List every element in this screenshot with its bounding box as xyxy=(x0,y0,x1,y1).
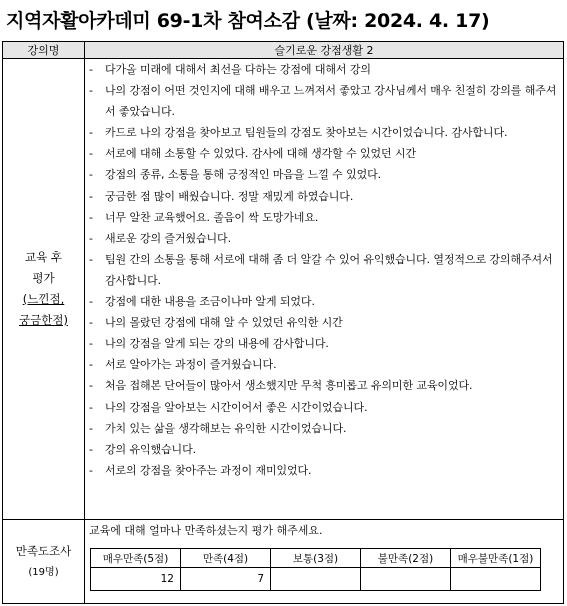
feedback-text: 나의 몰랐던 강점에 대해 알 수 있었던 유익한 시간 xyxy=(105,316,343,330)
feedback-text: 나의 강점을 알아보는 시간이어서 좋은 시간이었습니다. xyxy=(105,400,368,414)
feedback-text: 처음 접해본 단어들이 많아서 생소했지만 무척 흥미롭고 유의미한 교육이었다. xyxy=(105,379,473,393)
bullet-dash: - xyxy=(89,358,93,372)
feedback-text: 나의 강점을 알게 되는 강의 내용에 감사합니다. xyxy=(105,337,329,351)
bullet-dash: - xyxy=(89,295,93,309)
evaluation-label-line4: 궁금한점) xyxy=(19,313,68,327)
evaluation-label-line3: (느낀점, xyxy=(22,292,65,306)
feedback-item xyxy=(89,375,561,396)
feedback-text: 다가올 미래에 대해서 최선을 다하는 강점에 대해서 강의 xyxy=(105,63,371,76)
bullet-dash: - xyxy=(89,316,93,330)
bullet-dash: - xyxy=(89,400,93,414)
feedback-item xyxy=(89,122,561,143)
feedback-text: 새로운 강의 즐거웠습니다. xyxy=(105,231,231,245)
feedback-item xyxy=(89,143,561,164)
feedback-item xyxy=(89,460,561,481)
feedback-text: 서로에 대해 소통할 수 있었다. 감사에 대해 생각할 수 있었던 시간 xyxy=(105,147,417,161)
evaluation-label-line1: 교육 후 xyxy=(25,250,62,264)
bullet-dash: - xyxy=(89,63,93,76)
satisfaction-count: (19명) xyxy=(28,566,59,578)
evaluation-table xyxy=(2,41,564,604)
satisfaction-label: 만족도조사 xyxy=(15,543,72,558)
bullet-dash: - xyxy=(89,189,93,203)
feedback-item xyxy=(89,333,561,354)
feedback-list-cell xyxy=(85,59,564,520)
bullet-dash: - xyxy=(89,210,93,224)
bullet-dash: - xyxy=(89,84,93,98)
feedback-item xyxy=(89,228,561,249)
page-title: 지역자활아카데미 69-1차 참여소감 (날짜: 2024. 4. 17) xyxy=(6,10,490,32)
rating-header-row xyxy=(91,549,541,568)
feedback-item xyxy=(89,312,561,333)
satisfaction-question: 교육에 대해 얼마나 만족하셨는지 평가 해주세요. xyxy=(89,524,323,537)
feedback-item xyxy=(89,80,561,122)
rating-value xyxy=(361,568,451,591)
feedback-item xyxy=(89,164,561,185)
bullet-dash: - xyxy=(89,252,93,266)
feedback-text: 가치 있는 삶을 생각해보는 유익한 시간이었습니다. xyxy=(105,421,347,435)
feedback-text: 나의 강점이 어떤 것인지에 대해 배우고 느껴져서 좋았고 강사님께서 매우 친절히 강의를 해주셔서 좋았습니다. xyxy=(105,84,557,119)
feedback-text: 팀원 간의 소통을 통해 서로에 대해 좀 더 알갈 수 있어 유익했습니다. 열정적으로 강의해주셔서 감사합니다. xyxy=(105,252,553,287)
evaluation-label xyxy=(3,59,85,520)
rating-column-header: 매우불만족(1점) xyxy=(451,549,541,568)
satisfaction-cell xyxy=(85,520,564,604)
bullet-dash: - xyxy=(89,463,93,477)
evaluation-label-line2: 평가 xyxy=(32,271,55,285)
rating-column-header: 불만족(2점) xyxy=(361,549,451,568)
header-lecture-label: 강의명 xyxy=(3,42,85,59)
rating-value xyxy=(451,568,541,591)
bullet-dash: - xyxy=(89,379,93,393)
bullet-dash: - xyxy=(89,126,93,140)
rating-value: 12 xyxy=(91,568,181,591)
feedback-item xyxy=(89,418,561,439)
rating-column-header: 보통(3점) xyxy=(271,549,361,568)
feedback-text: 서로 알아가는 과정이 즐거웠습니다. xyxy=(105,358,277,372)
bullet-dash: - xyxy=(89,168,93,182)
rating-column-header: 만족(4점) xyxy=(181,549,271,568)
rating-table xyxy=(90,548,541,591)
feedback-list xyxy=(89,59,561,481)
bullet-dash: - xyxy=(89,421,93,435)
feedback-item xyxy=(89,439,561,460)
rating-column-header: 매우만족(5점) xyxy=(91,549,181,568)
feedback-item xyxy=(89,249,561,291)
feedback-text: 서로의 강점을 찾아주는 과정이 재미있었다. xyxy=(105,463,312,477)
rating-values-row xyxy=(91,568,541,591)
feedback-text: 강의 유익했습니다. xyxy=(105,442,197,456)
bullet-dash: - xyxy=(89,337,93,351)
header-lecture-name: 슬기로운 강점생활 2 xyxy=(85,42,564,59)
bullet-dash: - xyxy=(89,231,93,245)
feedback-item xyxy=(89,354,561,375)
rating-value xyxy=(271,568,361,591)
satisfaction-label-cell xyxy=(3,520,85,604)
feedback-text: 카드로 나의 강점을 찾아보고 팀원들의 강점도 찾아보는 시간이었습니다. 감사합니다. xyxy=(105,126,508,140)
feedback-text: 너무 알찬 교육했어요. 졸음이 싹 도망가네요. xyxy=(105,210,319,224)
rating-value: 7 xyxy=(181,568,271,591)
feedback-item xyxy=(89,397,561,418)
bullet-dash: - xyxy=(89,147,93,161)
feedback-text: 강점의 종류, 소통을 통해 긍정적인 마음을 느낄 수 있었다. xyxy=(105,168,382,182)
feedback-text: 궁금한 점 많이 배웠습니다. 정말 재밌게 하였습니다. xyxy=(105,189,354,203)
bullet-dash: - xyxy=(89,442,93,456)
feedback-item xyxy=(89,186,561,207)
feedback-item xyxy=(89,291,561,312)
feedback-item xyxy=(89,207,561,228)
feedback-item xyxy=(89,59,561,80)
feedback-text: 강점에 대한 내용을 조금이나마 알게 되었다. xyxy=(105,295,315,309)
